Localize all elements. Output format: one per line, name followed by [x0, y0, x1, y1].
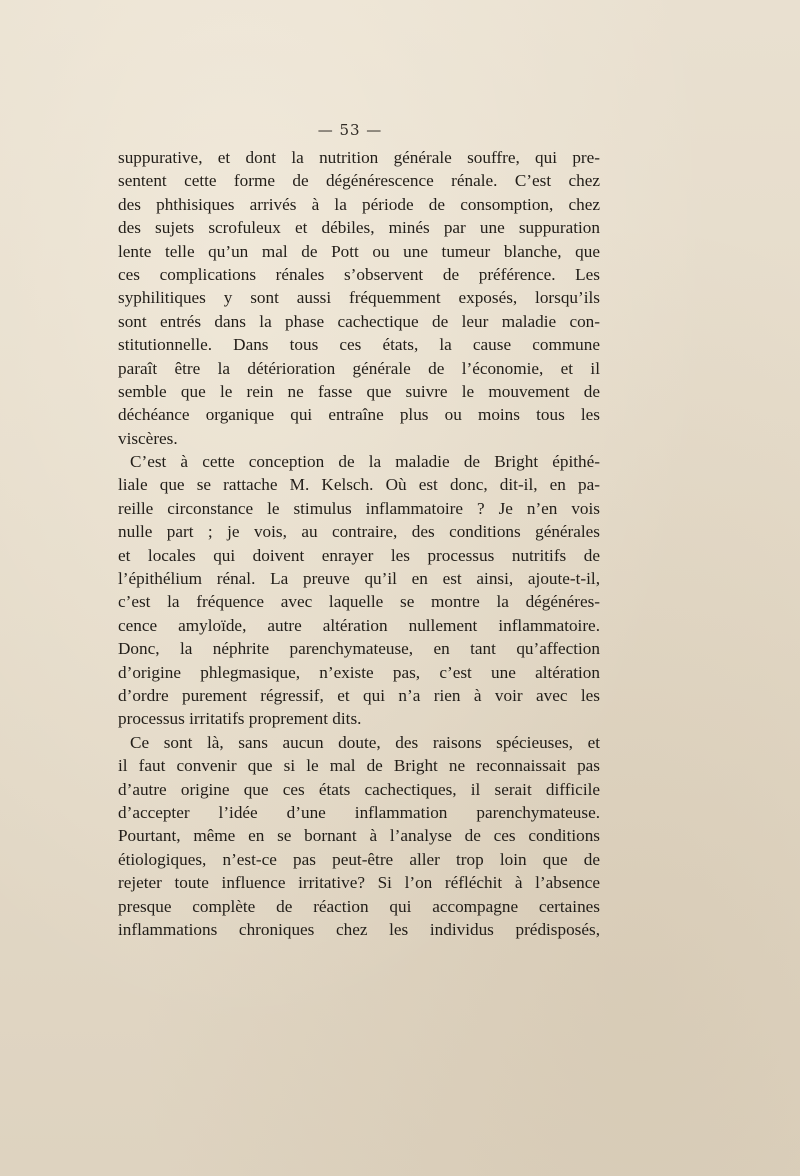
text-line: d’autre origine que ces états cachectiques, il serait difficile: [118, 779, 600, 799]
text-line: processus irritatifs proprement dits.: [118, 709, 362, 729]
text-line: paraît être la détérioration générale de l’économie, et il: [118, 358, 600, 378]
text-line: rejeter toute influence irritative? Si l’on réfléchit à l’absence: [118, 873, 600, 893]
text-line: c’est la fréquence avec laquelle se montre la dégénéres-: [118, 592, 600, 612]
text-line: cence amyloïde, autre altération nullement inflammatoire.: [118, 615, 600, 635]
text-line: Ce sont là, sans aucun doute, des raisons spécieuses, et: [130, 732, 600, 752]
text-line: des sujets scrofuleux et débiles, minés par une suppuration: [118, 218, 600, 238]
text-line: d’accepter l’idée d’une inflammation parenchymateuse.: [118, 802, 600, 822]
text-line: syphilitiques y sont aussi fréquemment exposés, lorsqu’ils: [118, 288, 600, 308]
text-line: liale que se rattache M. Kelsch. Où est donc, dit-il, en pa-: [118, 475, 600, 495]
text-line: lente telle qu’un mal de Pott ou une tumeur blanche, que: [118, 241, 600, 261]
text-line: et locales qui doivent enrayer les processus nutritifs de: [118, 545, 600, 565]
text-line: l’épithélium rénal. La preuve qu’il en est ainsi, ajoute-t-il,: [118, 569, 600, 589]
text-line: viscères.: [118, 428, 178, 448]
text-line: presque complète de réaction qui accompagne certaines: [118, 896, 600, 916]
text-line: inflammations chroniques chez les individus prédisposés,: [118, 919, 600, 939]
text-line: étiologiques, n’est-ce pas peut-être aller trop loin que de: [118, 849, 600, 869]
text-line: C’est à cette conception de la maladie de Bright épithé-: [130, 452, 600, 472]
text-line: Donc, la néphrite parenchymateuse, en tant qu’affection: [118, 639, 600, 659]
paragraph: [118, 146, 600, 450]
text-line: ces complications rénales s’observent de préférence. Les: [118, 264, 600, 284]
text-line: sont entrés dans la phase cachectique de leur maladie con-: [118, 311, 600, 331]
text-line: d’ordre purement régressif, et qui n’a rien à voir avec les: [118, 685, 600, 705]
text-line: nulle part ; je vois, au contraire, des conditions générales: [118, 522, 600, 542]
paragraph: [118, 450, 600, 731]
text-line: sentent cette forme de dégénérescence rénale. C’est chez: [118, 171, 600, 191]
text-line: Pourtant, même en se bornant à l’analyse de ces conditions: [118, 826, 600, 846]
body-text: [118, 146, 600, 941]
text-line: reille circonstance le stimulus inflammatoire ? Je n’en vois: [118, 498, 600, 518]
paragraph: [118, 731, 600, 942]
text-line: déchéance organique qui entraîne plus ou moins tous les: [118, 405, 600, 425]
text-line: d’origine phlegmasique, n’existe pas, c’est une altération: [118, 662, 600, 682]
text-line: des phthisiques arrivés à la période de consomption, chez: [118, 194, 600, 214]
text-line: suppurative, et dont la nutrition générale souffre, qui pre-: [118, 148, 600, 167]
text-line: semble que le rein ne fasse que suivre le mouvement de: [118, 381, 600, 401]
page-number: — 53 —: [317, 121, 383, 139]
text-line: stitutionnelle. Dans tous ces états, la cause commune: [118, 335, 600, 355]
text-line: il faut convenir que si le mal de Bright ne reconnaissait pas: [118, 756, 600, 776]
